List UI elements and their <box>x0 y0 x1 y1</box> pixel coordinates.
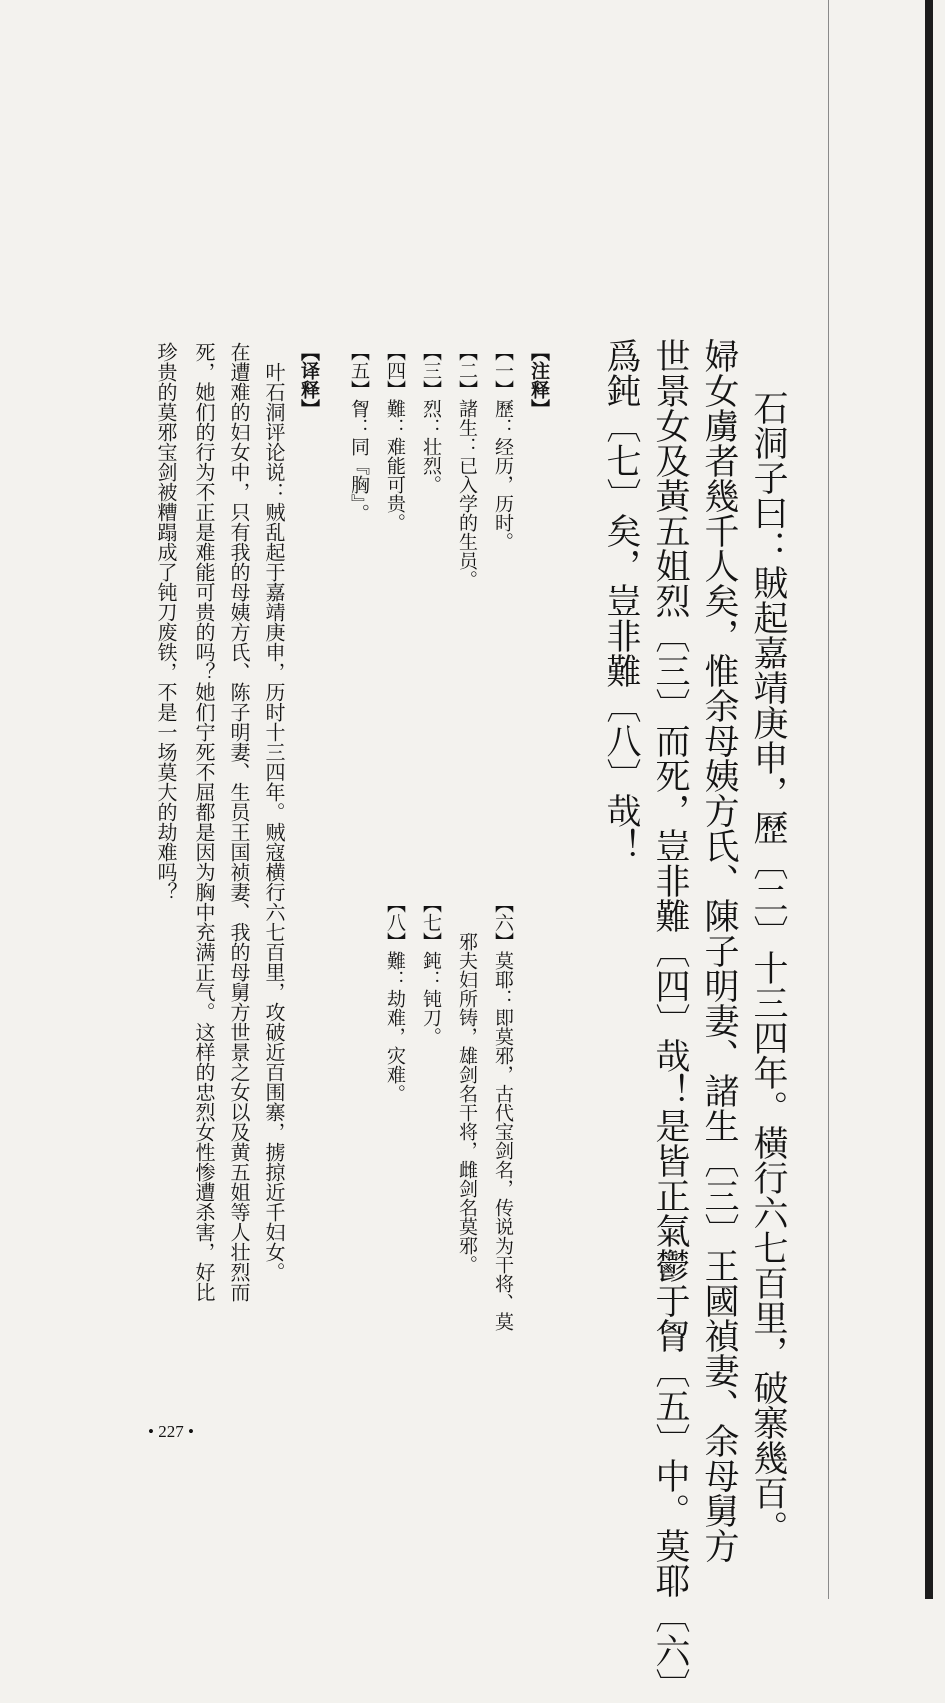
main-text-column-3: 世景女及黃五姐烈〔三〕而死，豈非難〔四〕哉！是皆正氣鬱于胷〔五〕中。莫耶〔六〕 <box>650 338 690 1703</box>
annotation-item-8: 【八】難：劫难，灾难。 <box>384 894 406 1103</box>
main-text-column-1: 石洞子曰：賊起嘉靖庚申，歷〔二〕十三四年。橫行六七百里，破寨幾百。 <box>748 390 788 1545</box>
annotation-item-5: 【五】胷：同『胸』。 <box>348 342 370 523</box>
annotation-item-7: 【七】鈍：钝刀。 <box>420 894 442 1046</box>
annotation-item-6-cont: 邪夫妇所铸，雄剑名干将，雌剑名莫邪。 <box>456 894 478 1274</box>
page-edge-shadow <box>925 0 933 1599</box>
annotation-item-2: 【二】諸生：已入学的生员。 <box>456 342 478 589</box>
annotation-item-3: 【三】烈：壮烈。 <box>420 342 442 494</box>
page-number: • 227 • <box>148 1422 194 1441</box>
main-text-column-2: 婦女虜者幾千人矣，惟余母姨方氏、陳子明妻、諸生〔三〕王國禎妻、余母舅方 <box>699 338 739 1563</box>
annotations-heading: 【注释】 <box>528 342 550 418</box>
translation-heading: 【译释】 <box>298 342 320 418</box>
page-edge-line <box>828 0 829 1599</box>
translation-column-2: 在遭难的妇女中，只有我的母姨方氏、陈子明妻、生员王国祯妻、我的母舅方世景之女以及黄五姐等人壮烈而 <box>227 342 251 1302</box>
annotation-item-1: 【一】歷：经历，历时。 <box>492 342 514 551</box>
annotation-item-4: 【四】難：难能可贵。 <box>384 342 406 532</box>
translation-column-4: 珍贵的莫邪宝剑被糟蹋成了钝刀废铁，不是一场莫大的劫难吗？ <box>154 342 178 902</box>
translation-column-1: 叶石洞评论说：贼乱起于嘉靖庚申，历时十三四年。贼寇横行六七百里，攻破近百围寨，掳掠近千妇女。 <box>262 342 286 1282</box>
main-text-column-4: 爲鈍〔七〕矣，豈非難〔八〕哉！ <box>601 338 641 863</box>
annotation-item-6: 【六】莫耶：即莫邪，古代宝剑名，传说为干将、莫 <box>492 894 514 1331</box>
translation-column-3: 死，她们的行为不正是难能可贵的吗？她们宁死不屈都是因为胸中充满正气。这样的忠烈女性惨遭杀害，好比 <box>192 342 216 1302</box>
